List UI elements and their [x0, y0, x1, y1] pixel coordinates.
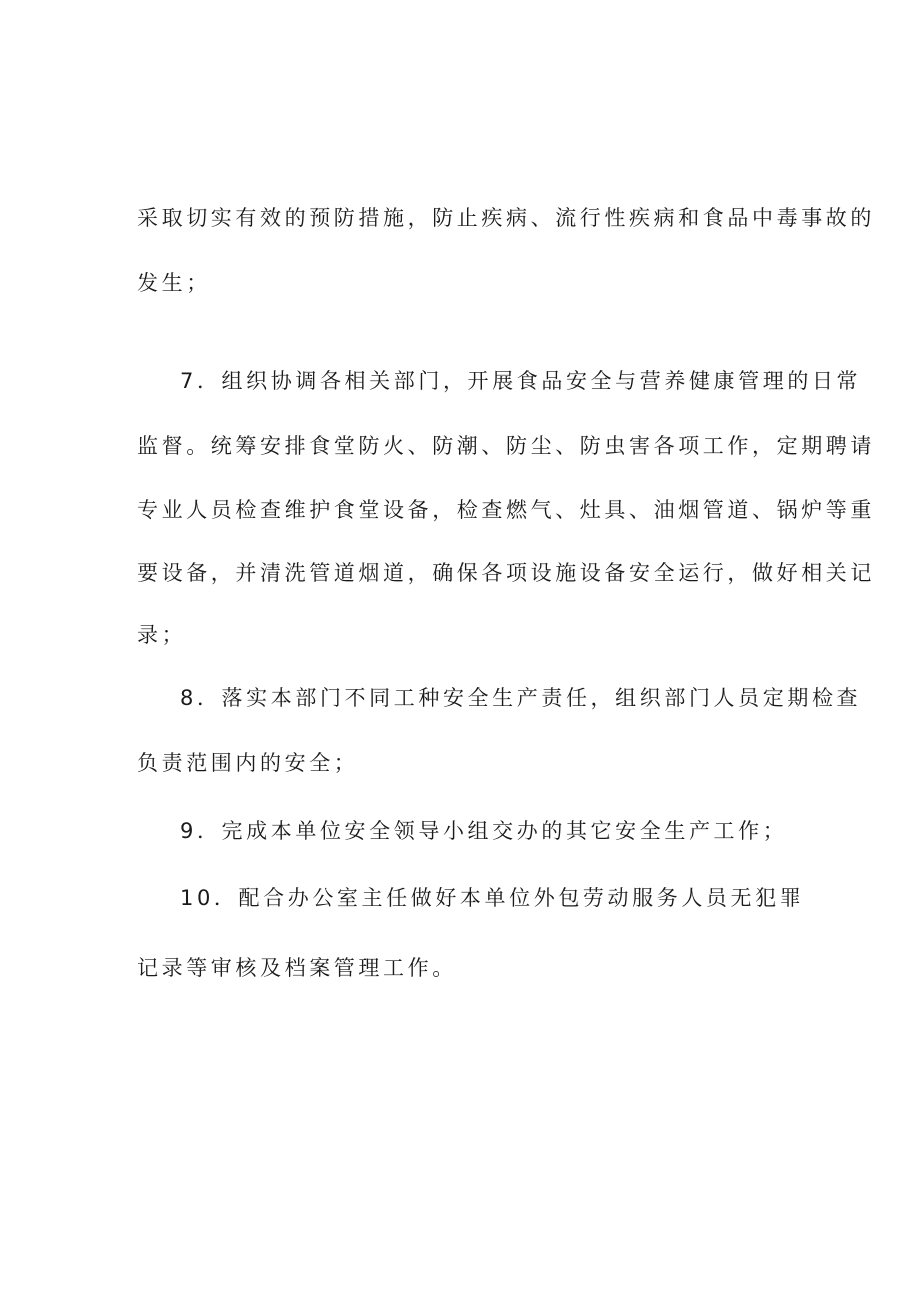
item-9-line-1: 9．完成本单位安全领导小组交办的其它安全生产工作； — [180, 819, 788, 843]
item-7-line-3: 专业人员检查维护食堂设备，检查燃气、灶具、油烟管道、锅炉等重 — [137, 498, 875, 522]
item-7-line-4: 要设备，并清洗管道烟道，确保各项设施设备安全运行，做好相关记 — [137, 561, 875, 585]
item-8-line-2: 负责范围内的安全； — [137, 751, 359, 775]
paragraph-6-line-2: 发生； — [137, 271, 211, 295]
paragraph-6-line-1: 采取切实有效的预防措施，防止疾病、流行性疾病和食品中毒事故的 — [137, 206, 875, 230]
item-10-line-1: 10．配合办公室主任做好本单位外包劳动服务人员无犯罪 — [180, 886, 805, 910]
item-10-line-2: 记录等审核及档案管理工作。 — [137, 956, 457, 980]
item-7-line-2: 监督。统筹安排食堂防火、防潮、防尘、防虫害各项工作，定期聘请 — [137, 434, 875, 458]
item-7-line-1: 7．组织协调各相关部门，开展食品安全与营养健康管理的日常 — [180, 369, 862, 393]
item-7-line-5: 录； — [137, 623, 187, 647]
item-8-line-1: 8．落实本部门不同工种安全生产责任，组织部门人员定期检查 — [180, 686, 862, 710]
